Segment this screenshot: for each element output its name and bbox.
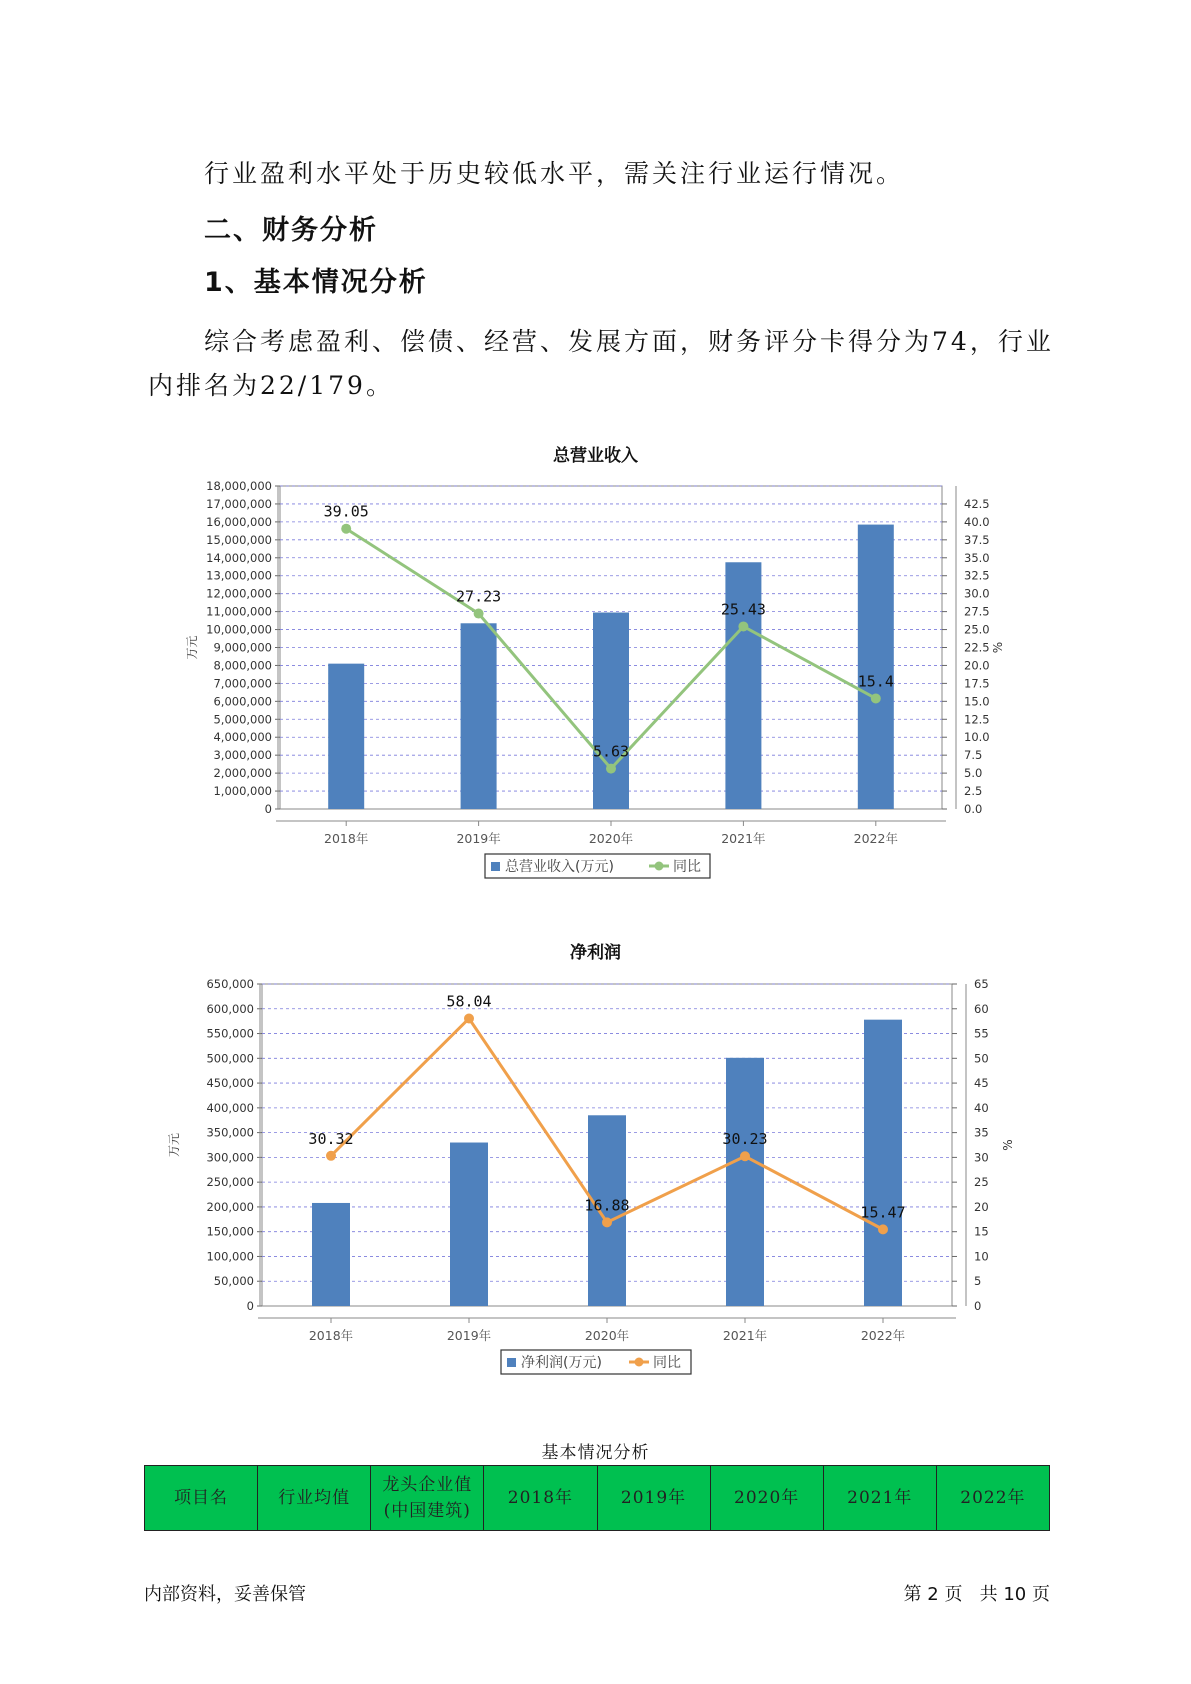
y-tick-label: 16,000,000 bbox=[206, 514, 272, 529]
y2-tick-label: 15 bbox=[974, 1224, 989, 1239]
yoy-data-label: 5.63 bbox=[592, 742, 630, 761]
y2-tick-label: 22.5 bbox=[964, 640, 990, 655]
yoy-point bbox=[740, 1151, 750, 1161]
yoy-data-label: 30.32 bbox=[308, 1129, 354, 1148]
y2-tick-label: 12.5 bbox=[964, 712, 990, 727]
yoy-data-label: 39.05 bbox=[323, 502, 369, 521]
yoy-point bbox=[878, 1224, 888, 1234]
y2-tick-label: 10 bbox=[974, 1249, 989, 1264]
header-year-2018: 2018年 bbox=[484, 1466, 597, 1531]
y2-tick-label: 40 bbox=[974, 1100, 989, 1115]
y2-tick-label: 0 bbox=[974, 1299, 982, 1313]
y-tick-label: 450,000 bbox=[206, 1076, 254, 1091]
summary-text-line2: 内排名为22/179。 bbox=[148, 371, 394, 400]
yoy-point bbox=[341, 524, 351, 534]
x-tick-label: 2020年 bbox=[588, 831, 634, 846]
y2-tick-label: 35.0 bbox=[964, 550, 990, 565]
yoy-data-label: 15.4 bbox=[857, 672, 894, 691]
y-tick-label: 0 bbox=[264, 802, 272, 816]
y-tick-label: 100,000 bbox=[206, 1249, 254, 1264]
section-heading: 二、财务分析 bbox=[204, 215, 378, 246]
y-tick-label: 0 bbox=[246, 1299, 254, 1313]
header-year-2022: 2022年 bbox=[936, 1466, 1049, 1531]
y2-tick-label: 42.5 bbox=[964, 496, 990, 511]
y-tick-label: 8,000,000 bbox=[213, 658, 272, 673]
y2-tick-label: 30.0 bbox=[964, 586, 990, 601]
y-tick-label: 3,000,000 bbox=[213, 748, 272, 763]
y-tick-label: 500,000 bbox=[206, 1051, 254, 1066]
y-tick-label: 600,000 bbox=[206, 1001, 254, 1016]
header-year-2020: 2020年 bbox=[710, 1466, 823, 1531]
profit-chart-title: 净利润 bbox=[570, 943, 621, 963]
bar bbox=[726, 1058, 764, 1306]
yoy-data-label: 27.23 bbox=[456, 587, 502, 606]
x-tick-label: 2022年 bbox=[860, 1328, 906, 1343]
y2-axis-title: % bbox=[1001, 1139, 1015, 1151]
legend-line-marker bbox=[635, 1358, 644, 1367]
bar bbox=[858, 525, 894, 809]
y-tick-label: 1,000,000 bbox=[213, 784, 272, 799]
legend-line-label: 同比 bbox=[653, 1355, 681, 1371]
x-tick-label: 2022年 bbox=[853, 831, 898, 846]
y-tick-label: 4,000,000 bbox=[213, 730, 272, 745]
yoy-point bbox=[738, 621, 748, 631]
bar bbox=[593, 613, 629, 809]
y2-tick-label: 30 bbox=[974, 1150, 989, 1165]
x-tick-label: 2021年 bbox=[722, 1328, 768, 1343]
y2-tick-label: 65 bbox=[974, 977, 989, 991]
y2-tick-label: 0.0 bbox=[964, 802, 983, 816]
header-item-name: 项目名 bbox=[145, 1466, 258, 1531]
revenue-chart-title: 总营业收入 bbox=[553, 446, 638, 466]
y-axis-title: 万元 bbox=[167, 1132, 181, 1158]
yoy-point bbox=[606, 764, 616, 774]
legend-line-label: 同比 bbox=[673, 859, 701, 875]
y2-axis-title: % bbox=[991, 641, 1005, 654]
y-tick-label: 10,000,000 bbox=[206, 622, 272, 637]
y2-tick-label: 27.5 bbox=[964, 604, 990, 619]
legend-bar-label: 总营业收入(万元) bbox=[505, 859, 614, 875]
y2-tick-label: 10.0 bbox=[964, 730, 990, 745]
y2-tick-label: 45 bbox=[974, 1076, 989, 1091]
y-tick-label: 9,000,000 bbox=[213, 640, 272, 655]
bar bbox=[461, 623, 497, 809]
yoy-point bbox=[464, 1013, 474, 1023]
yoy-point bbox=[474, 609, 484, 619]
y2-tick-label: 37.5 bbox=[964, 532, 990, 547]
y2-tick-label: 15.0 bbox=[964, 694, 990, 709]
y2-tick-label: 35 bbox=[974, 1125, 989, 1140]
legend-bar-swatch bbox=[507, 1358, 516, 1367]
y-tick-label: 7,000,000 bbox=[213, 676, 272, 691]
legend-bar-label: 净利润(万元) bbox=[521, 1355, 602, 1371]
yoy-data-label: 15.47 bbox=[860, 1203, 906, 1222]
bar bbox=[864, 1020, 902, 1306]
y2-tick-label: 2.5 bbox=[964, 784, 983, 799]
y2-tick-label: 25 bbox=[974, 1175, 989, 1190]
header-industry-average: 行业均值 bbox=[258, 1466, 371, 1531]
y2-tick-label: 17.5 bbox=[964, 676, 990, 691]
y2-tick-label: 5 bbox=[974, 1274, 982, 1289]
footer-confidential: 内部资料，妥善保管 bbox=[144, 1584, 306, 1605]
yoy-data-label: 25.43 bbox=[720, 600, 766, 619]
x-tick-label: 2020年 bbox=[584, 1328, 630, 1343]
y-tick-label: 5,000,000 bbox=[213, 712, 272, 727]
y2-tick-label: 60 bbox=[974, 1001, 989, 1016]
summary-text-line1: 综合考虑盈利、偿债、经营、发展方面，财务评分卡得分为74，行业 bbox=[204, 327, 1054, 356]
x-tick-label: 2019年 bbox=[446, 1328, 492, 1343]
y2-tick-label: 55 bbox=[974, 1026, 989, 1041]
y2-tick-label: 50 bbox=[974, 1051, 989, 1066]
footer-page-number: 第 2 页 共 10 页 bbox=[903, 1584, 1050, 1605]
yoy-point bbox=[871, 693, 881, 703]
y2-tick-label: 5.0 bbox=[964, 766, 983, 781]
y2-tick-label: 20.0 bbox=[964, 658, 990, 673]
y-tick-label: 200,000 bbox=[206, 1199, 254, 1214]
y-tick-label: 15,000,000 bbox=[206, 532, 272, 547]
x-tick-label: 2018年 bbox=[324, 831, 369, 846]
x-tick-label: 2019年 bbox=[456, 831, 501, 846]
y-tick-label: 11,000,000 bbox=[206, 604, 272, 619]
bar bbox=[328, 664, 364, 809]
subsection-heading: 1、基本情况分析 bbox=[204, 267, 428, 298]
y-tick-label: 18,000,000 bbox=[206, 479, 272, 493]
bar bbox=[450, 1143, 488, 1306]
legend-bar-swatch bbox=[491, 862, 500, 871]
y2-tick-label: 7.5 bbox=[964, 748, 983, 763]
intro-text: 行业盈利水平处于历史较低水平，需关注行业运行情况。 bbox=[204, 159, 905, 188]
basic-analysis-table bbox=[144, 1465, 1050, 1531]
x-tick-label: 2021年 bbox=[721, 831, 766, 846]
yoy-data-label: 16.88 bbox=[584, 1196, 630, 1215]
y-tick-label: 300,000 bbox=[206, 1150, 254, 1165]
y2-tick-label: 32.5 bbox=[964, 568, 990, 583]
bar bbox=[725, 562, 761, 809]
y2-tick-label: 40.0 bbox=[964, 514, 990, 529]
y-tick-label: 550,000 bbox=[206, 1026, 254, 1041]
y-axis-title: 万元 bbox=[185, 635, 199, 660]
legend-line-marker bbox=[655, 862, 664, 871]
x-tick-label: 2018年 bbox=[308, 1328, 354, 1343]
bar bbox=[312, 1203, 350, 1306]
y-tick-label: 17,000,000 bbox=[206, 496, 272, 511]
yoy-data-label: 30.23 bbox=[722, 1130, 768, 1149]
y2-tick-label: 20 bbox=[974, 1199, 989, 1214]
y2-tick-label: 25.0 bbox=[964, 622, 990, 637]
y-tick-label: 13,000,000 bbox=[206, 568, 272, 583]
y-tick-label: 250,000 bbox=[206, 1175, 254, 1190]
table-header-row bbox=[145, 1466, 1050, 1531]
y-tick-label: 14,000,000 bbox=[206, 550, 272, 565]
yoy-data-label: 58.04 bbox=[446, 992, 492, 1011]
revenue-chart bbox=[0, 470, 1191, 910]
table-caption: 基本情况分析 bbox=[541, 1443, 650, 1463]
header-year-2021: 2021年 bbox=[823, 1466, 936, 1531]
y-tick-label: 400,000 bbox=[206, 1100, 254, 1115]
y-tick-label: 350,000 bbox=[206, 1125, 254, 1140]
yoy-point bbox=[602, 1217, 612, 1227]
y-tick-label: 2,000,000 bbox=[213, 766, 272, 781]
y-tick-label: 50,000 bbox=[213, 1274, 254, 1289]
y-tick-label: 12,000,000 bbox=[206, 586, 272, 601]
header-leader-value: 龙头企业值 (中国建筑) bbox=[371, 1466, 484, 1531]
y-tick-label: 150,000 bbox=[206, 1224, 254, 1239]
profit-chart bbox=[0, 966, 1191, 1406]
y-tick-label: 650,000 bbox=[206, 977, 254, 991]
yoy-point bbox=[326, 1151, 336, 1161]
y-tick-label: 6,000,000 bbox=[213, 694, 272, 709]
header-year-2019: 2019年 bbox=[597, 1466, 710, 1531]
